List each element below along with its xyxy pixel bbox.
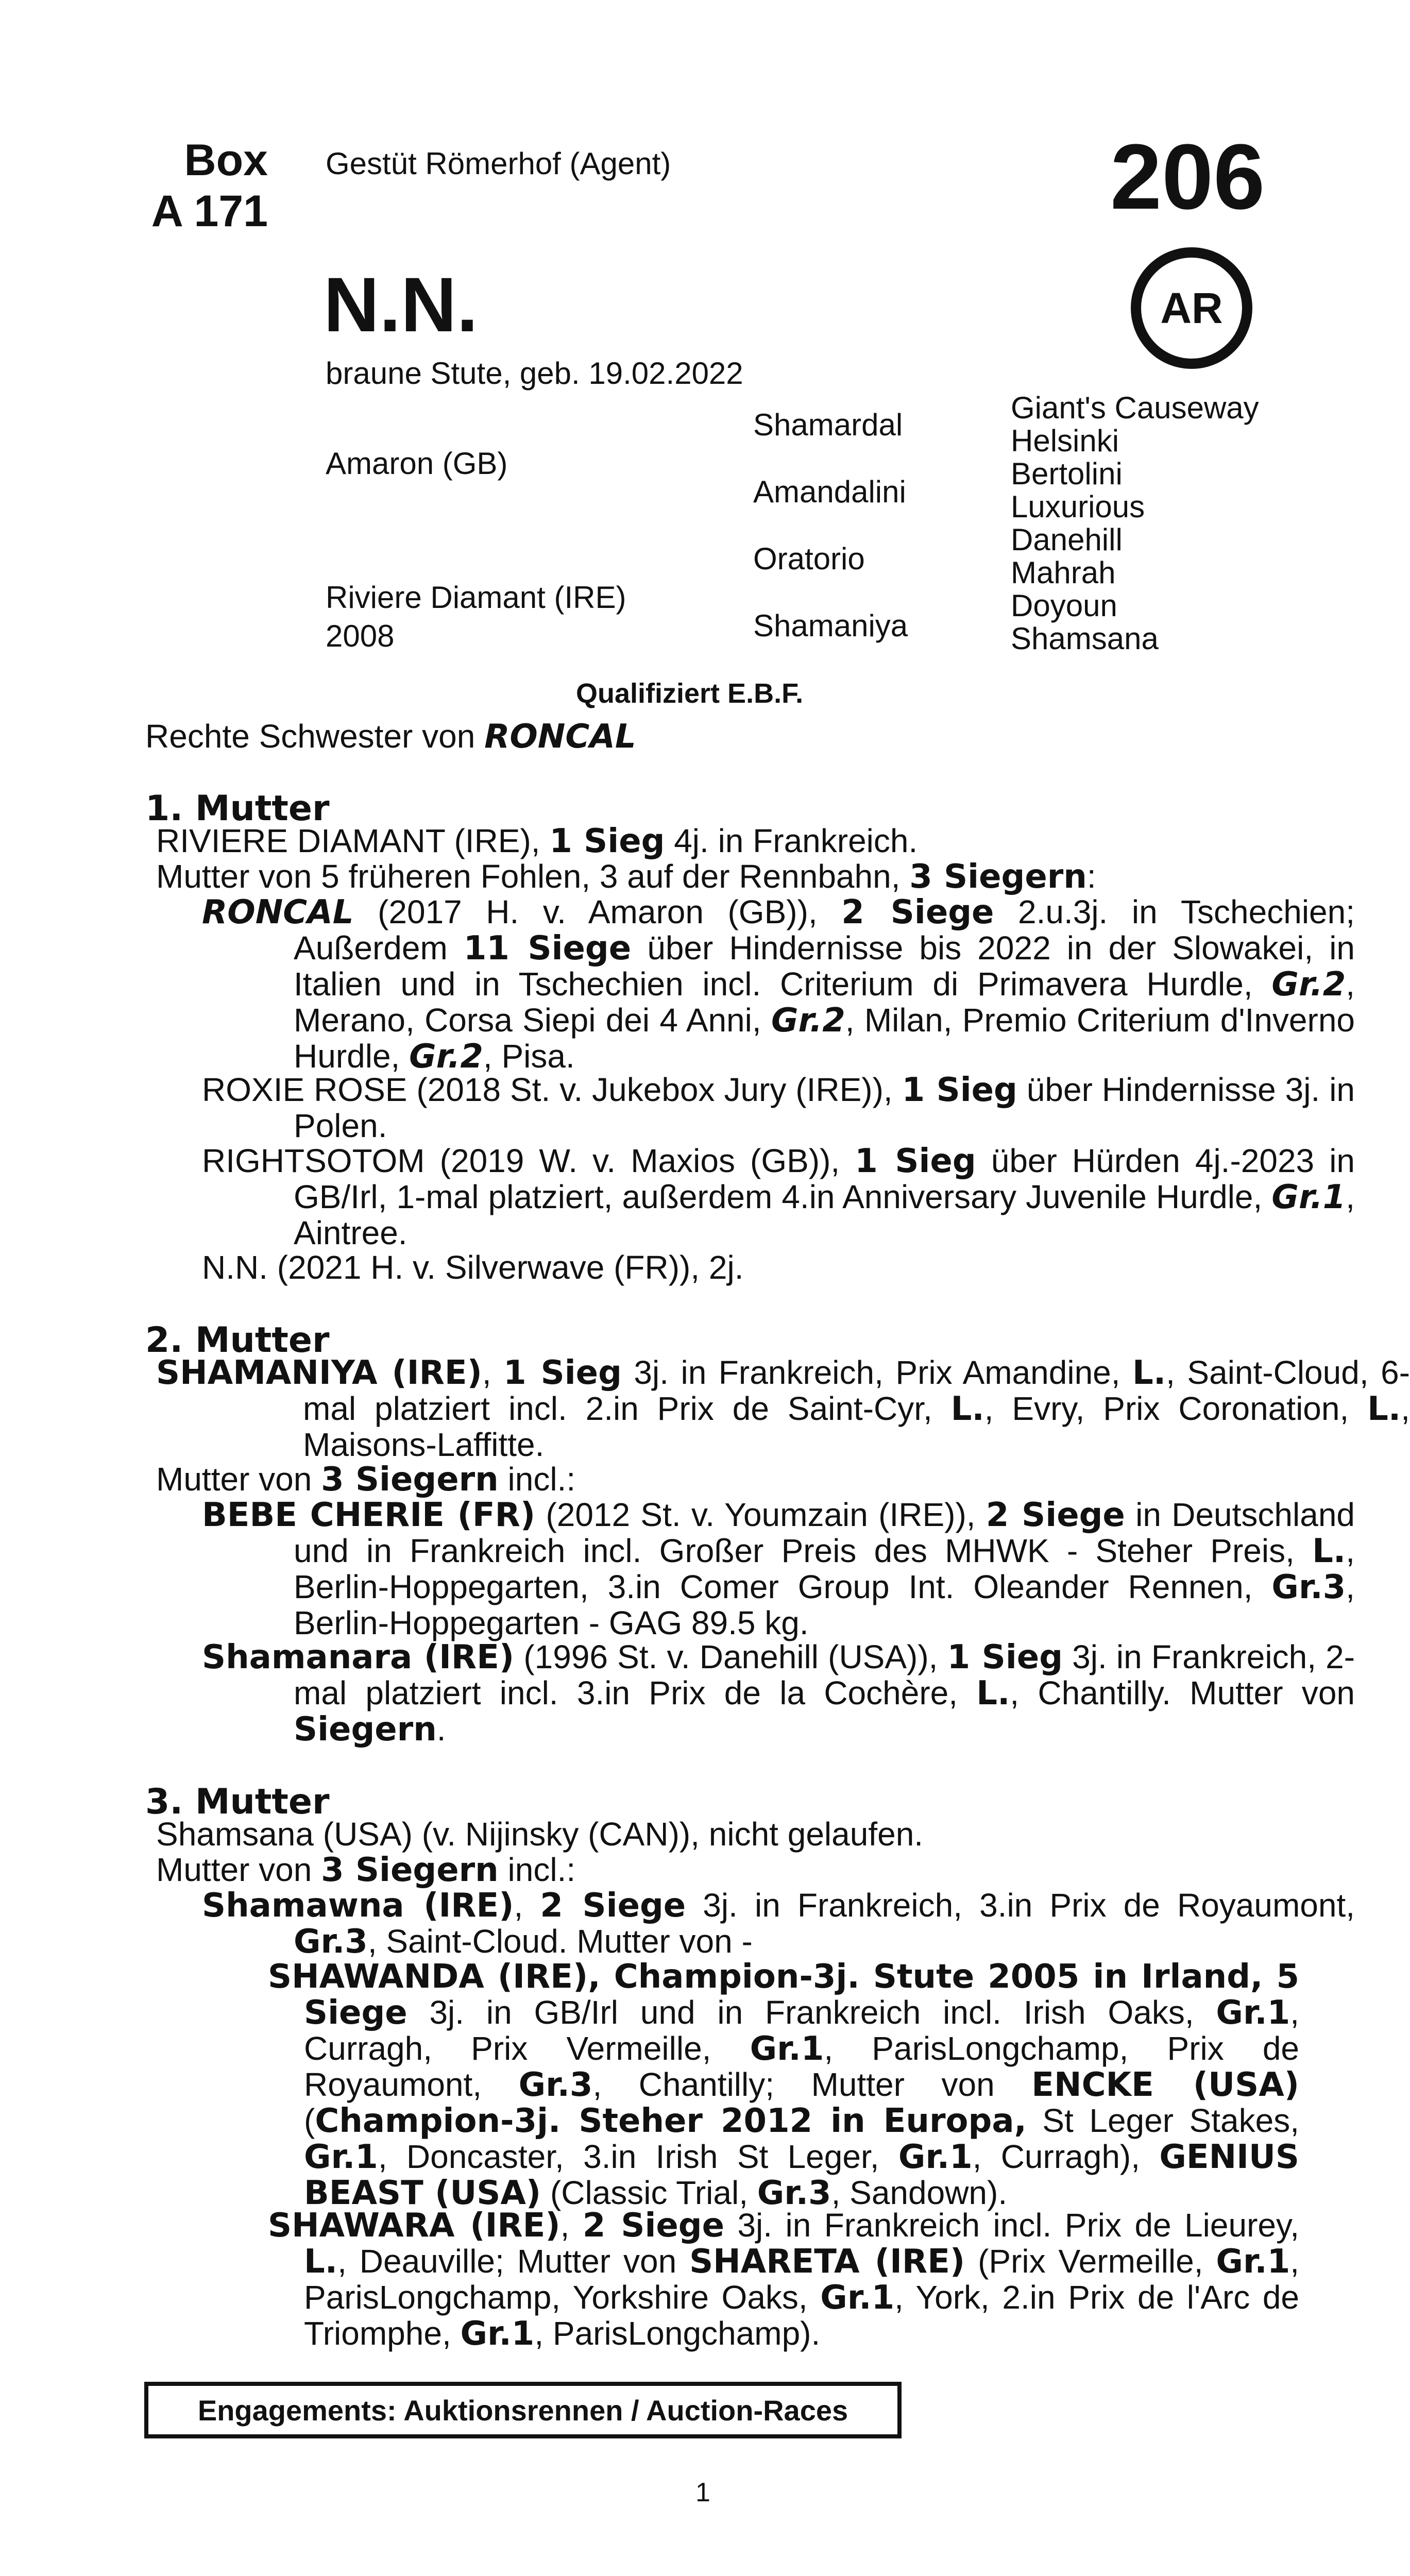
shamaniya-name: SHAMANIYA (IRE) — [156, 1354, 482, 1392]
entry-shamawna-text1: , — [514, 1887, 540, 1924]
pedigree-dam-year: 2008 — [326, 619, 395, 653]
entry-shamawna-text3: , Saint-Cloud. Mutter von - — [367, 1923, 753, 1960]
shamaniya-wins: 1 Sieg — [503, 1354, 622, 1392]
entry-right-text3: , Aintree. — [294, 1178, 1355, 1251]
entry-bebe-grade: Gr.3 — [1271, 1568, 1346, 1606]
entry-roncal-grade3: Gr.2 — [409, 1038, 483, 1076]
lot-number: 206 — [1110, 125, 1265, 229]
entry-shamanara-listed: L. — [976, 1674, 1010, 1713]
entry-shamawna-grade: Gr.3 — [294, 1923, 368, 1961]
shamaniya-text2: 3j. in Frankreich, Prix Amandine, — [621, 1354, 1133, 1391]
box-label: Box — [184, 135, 268, 185]
entry-shawara-shareta: SHARETA (IRE) — [689, 2243, 965, 2281]
entry-shawara-name: SHAWARA (IRE) — [268, 2207, 560, 2245]
pedigree-gen2-3: Oratorio — [753, 541, 865, 576]
ar-badge-label: AR — [1160, 283, 1223, 332]
engagements-box — [144, 2382, 902, 2438]
entry-shamanara-text3: , Chantilly. Mutter von — [1010, 1674, 1355, 1711]
entry-right-text2: über Hürden 4j.-2023 in GB/Irl, 1-mal platziert, außerdem 4.in Anniversary Juvenile Hurdle, — [294, 1142, 1355, 1215]
entry-shawanda-text3: , ParisLongchamp, Prix de Royaumont, — [304, 2030, 1299, 2103]
mutter2-mv-incl: incl.: — [498, 1461, 576, 1498]
entry-right-grade: Gr.1 — [1271, 1178, 1346, 1216]
entry-shawanda-text6: , Doncaster, 3.in Irish St Leger, — [378, 2138, 898, 2175]
mutter2-mother-of — [156, 1462, 575, 1498]
entry-roxie-wins: 1 Sieg — [902, 1071, 1017, 1109]
box-label-block — [129, 135, 268, 237]
sibling-note-prefix: Rechte Schwester von — [145, 718, 485, 755]
entry-roncal-text1: (2017 H. v. Amaron (GB)), — [353, 893, 842, 930]
entry-shawanda-text7: , Curragh), — [972, 2138, 1160, 2175]
mutter1-entry-nn: N.N. (2021 H. v. Silverwave (FR)), 2j. — [202, 1249, 744, 1286]
engagements-label: Engagements: Auktionsrennen / Auction-Races — [197, 2394, 848, 2427]
mutter3-entry-shawara — [268, 2208, 1299, 2352]
entry-shawanda-champion2: Champion-3j. Steher 2012 in Europa, — [315, 2102, 1027, 2140]
qualification: Qualifiziert E.B.F. — [576, 678, 804, 709]
section-heading-mutter2: 2. Mutter — [145, 1320, 330, 1361]
mutter3-mother-of — [156, 1852, 575, 1888]
pedigree-gen3-7: Doyoun — [1011, 588, 1117, 623]
mutter1-line2-text: Mutter von 5 früheren Fohlen, 3 auf der Rennbahn, — [156, 858, 910, 895]
pedigree-gen3-8: Shamsana — [1011, 621, 1159, 656]
mutter3-mv-incl: incl.: — [498, 1851, 576, 1888]
entry-roncal-grade1: Gr.2 — [1271, 965, 1346, 1004]
entry-bebe-text1: (2012 St. v. Youmzain (IRE)), — [535, 1496, 986, 1533]
mutter2-mv-text: Mutter von — [156, 1461, 321, 1498]
shamaniya-text3: , Saint-Cloud, 6-mal platziert incl. 2.in Prix de Saint-Cyr, — [303, 1354, 1410, 1427]
entry-shawanda-text2: , Curragh, Prix Vermeille, — [304, 1994, 1299, 2067]
entry-roncal-text5: , Milan, Premio Criterium d'Inverno Hurdle, — [294, 1002, 1355, 1075]
pedigree-gen3-2: Helsinki — [1011, 423, 1119, 458]
entry-shawanda-text5: St Leger Stakes, — [1026, 2102, 1300, 2139]
entry-shamawna-wins: 2 Siege — [540, 1887, 686, 1925]
entry-bebe-listed: L. — [1312, 1532, 1346, 1570]
entry-right-text1: RIGHTSOTOM (2019 W. v. Maxios (GB)), — [202, 1142, 855, 1179]
entry-shamanara-name: Shamanara (IRE) — [202, 1638, 515, 1676]
entry-shawanda-grade5: Gr.1 — [898, 2138, 973, 2176]
entry-roxie-text2: über Hindernisse 3j. in Polen. — [294, 1071, 1355, 1144]
pedigree-gen2-1: Shamardal — [753, 408, 903, 442]
entry-shawara-text1: 3j. in Frankreich incl. Prix de Lieurey, — [724, 2207, 1300, 2244]
entry-shawanda-text8: (Classic Trial, — [541, 2174, 757, 2211]
mutter1-entry-roxie — [202, 1072, 1355, 1144]
pedigree-gen3-1: Giant's Causeway — [1011, 391, 1259, 425]
entry-shamanara-text1: (1996 St. v. Danehill (USA)), — [514, 1638, 947, 1675]
shamaniya-text5: , Maisons-Laffitte. — [303, 1390, 1410, 1463]
entry-roxie-text1: ROXIE ROSE (2018 St. v. Jukebox Jury (IRE)), — [202, 1071, 902, 1108]
horse-name: N.N. — [324, 261, 478, 348]
entry-shawara-grade2: Gr.1 — [820, 2279, 895, 2317]
entry-bebe-text2: in Deutschland und in Frankreich incl. Großer Preis des MHWK - Steher Preis, — [294, 1496, 1355, 1569]
mutter2-entry-bebe — [202, 1497, 1355, 1641]
entry-shawanda-champion: Champion-3j. Stute 2005 in Irland, 5 Siege — [304, 1958, 1300, 2032]
mutter1-line2-winners: 3 Siegern — [909, 858, 1087, 896]
mutter1-line2-colon: : — [1086, 858, 1096, 895]
entry-roncal-text6: , Pisa. — [483, 1038, 575, 1075]
ar-badge — [1131, 247, 1252, 369]
entry-shawara-grade1: Gr.1 — [1216, 2243, 1290, 2281]
entry-shamanara-text2: 3j. in Frankreich, 2-mal platziert incl. 3.in Prix de la Cochère, — [294, 1638, 1355, 1711]
entry-shawara-wins: 2 Siege — [582, 2207, 725, 2245]
entry-right-wins: 1 Sieg — [855, 1142, 976, 1180]
entry-bebe-wins: 2 Siege — [986, 1496, 1125, 1534]
entry-shawara-text3: (Prix Vermeille, — [965, 2243, 1216, 2280]
pedigree-gen2-2: Amandalini — [753, 474, 906, 509]
entry-shawara-text5: , York, 2.in Prix de l'Arc de Triomphe, — [304, 2279, 1299, 2352]
pedigree-sire: Amaron (GB) — [326, 446, 508, 481]
entry-bebe-name: BEBE CHERIE (FR) — [202, 1496, 536, 1534]
mutter3-entry-shawanda — [268, 1959, 1299, 2211]
entry-roncal-name: RONCAL — [202, 893, 354, 931]
entry-shawanda-grade1: Gr.1 — [1216, 1994, 1290, 2032]
agent-name: Gestüt Römerhof (Agent) — [326, 146, 671, 181]
mutter2-entry-shamanara — [202, 1639, 1355, 1748]
mutter1-entry-rightsotom — [202, 1143, 1355, 1251]
mutter1-line2 — [156, 859, 1096, 895]
entry-roncal-wins: 2 Siege — [841, 893, 994, 931]
entry-shawara-text4: , ParisLongchamp, Yorkshire Oaks, — [304, 2243, 1300, 2316]
entry-shawara-grade3: Gr.1 — [460, 2315, 535, 2353]
entry-roncal-text2: 2.u.3j. in Tschechien; Außerdem — [294, 893, 1355, 967]
entry-shawanda-text1: 3j. in GB/Irl und in Frankreich incl. Irish Oaks, — [407, 1994, 1216, 2031]
entry-roncal-text3: über Hindernisse bis 2022 in der Slowakei, in Italien und in Tschechien incl. Criterium di Primavera Hurdle, — [294, 929, 1355, 1003]
entry-shawanda-name: SHAWANDA (IRE) — [268, 1958, 588, 1996]
entry-shawara-text6: , ParisLongchamp). — [534, 2315, 821, 2352]
mutter3-mv-winners: 3 Siegern — [321, 1851, 499, 1889]
pedigree-gen2-4: Shamaniya — [753, 608, 908, 643]
entry-shamawna-name: Shamawna (IRE) — [202, 1887, 514, 1925]
section-heading-mutter1: 1. Mutter — [145, 788, 330, 829]
mutter1-line1-rest: 4j. in Frankreich. — [665, 822, 918, 859]
pedigree-gen3-5: Danehill — [1011, 522, 1123, 557]
entry-shawara-listed: L. — [304, 2243, 338, 2281]
entry-roncal-grade2: Gr.2 — [771, 1002, 845, 1040]
page-number: 1 — [695, 2478, 710, 2507]
entry-shamanara-text4: . — [436, 1710, 446, 1748]
mutter1-line1 — [156, 823, 918, 859]
entry-bebe-text4: , Berlin-Hoppegarten - GAG 89.5 kg. — [294, 1568, 1355, 1641]
entry-shawara-sep: , — [560, 2207, 583, 2244]
shamaniya-listed3: L. — [1367, 1390, 1401, 1428]
pedigree-gen3-3: Bertolini — [1011, 456, 1123, 491]
mutter3-entry-shamawna — [202, 1888, 1355, 1960]
mutter1-entry-roncal — [202, 894, 1355, 1075]
mutter2-mv-winners: 3 Siegern — [321, 1461, 499, 1499]
entry-shawanda-grade6: Gr.3 — [757, 2174, 831, 2212]
entry-shawanda-sep: , — [588, 1958, 614, 1996]
entry-shamanara-winners: Siegern — [294, 1710, 437, 1749]
pedigree-gen3-4: Luxurious — [1011, 489, 1145, 524]
entry-roncal-wins2: 11 Siege — [463, 929, 632, 968]
sibling-note-name: RONCAL — [484, 718, 636, 756]
entry-roncal-text4: , Merano, Corsa Siepi dei 4 Anni, — [294, 965, 1355, 1039]
entry-shamawna-text2: 3j. in Frankreich, 3.in Prix de Royaumont, — [686, 1887, 1355, 1924]
mutter3-line1: Shamsana (USA) (v. Nijinsky (CAN)), nicht gelaufen. — [156, 1816, 924, 1853]
entry-shawanda-text9: , Sandown). — [831, 2174, 1008, 2211]
horse-description: braune Stute, geb. 19.02.2022 — [326, 356, 743, 391]
entry-shawanda-encke: ENCKE (USA) — [1031, 2066, 1300, 2104]
sibling-note — [145, 719, 636, 755]
pedigree-gen3 — [1011, 392, 1259, 655]
pedigree-gen3-6: Mahrah — [1011, 555, 1116, 590]
mutter1-line1-text: RIVIERE DIAMANT (IRE), — [156, 822, 550, 859]
entry-shawanda-grade4: Gr.1 — [304, 2138, 378, 2176]
shamaniya-text1: , — [482, 1354, 504, 1391]
entry-shawanda-grade2: Gr.1 — [750, 2030, 824, 2068]
box-number: A 171 — [151, 186, 268, 236]
mutter1-line1-wins: 1 Sieg — [549, 822, 665, 860]
entry-bebe-text3: , Berlin-Hoppegarten, 3.in Comer Group Int. Oleander Rennen, — [294, 1532, 1355, 1605]
shamaniya-text4: , Evry, Prix Coronation, — [984, 1390, 1368, 1427]
entry-shamanara-wins: 1 Sieg — [947, 1638, 1063, 1676]
entry-shawara-text2: , Deauville; Mutter von — [337, 2243, 690, 2280]
mutter3-mv-text: Mutter von — [156, 1851, 321, 1888]
pedigree-dam: Riviere Diamant (IRE) — [326, 580, 626, 615]
entry-shawanda-text4: , Chantilly; Mutter von — [592, 2066, 1032, 2103]
mutter2-shamaniya — [156, 1355, 1410, 1463]
entry-shawanda-grade3: Gr.3 — [518, 2066, 593, 2104]
entry-shawanda-genius: GENIUS BEAST (USA) — [304, 2138, 1299, 2212]
shamaniya-listed2: L. — [950, 1390, 984, 1428]
shamaniya-listed1: L. — [1132, 1354, 1166, 1392]
section-heading-mutter3: 3. Mutter — [145, 1782, 330, 1822]
entry-shawanda-paren: ( — [304, 2102, 315, 2139]
